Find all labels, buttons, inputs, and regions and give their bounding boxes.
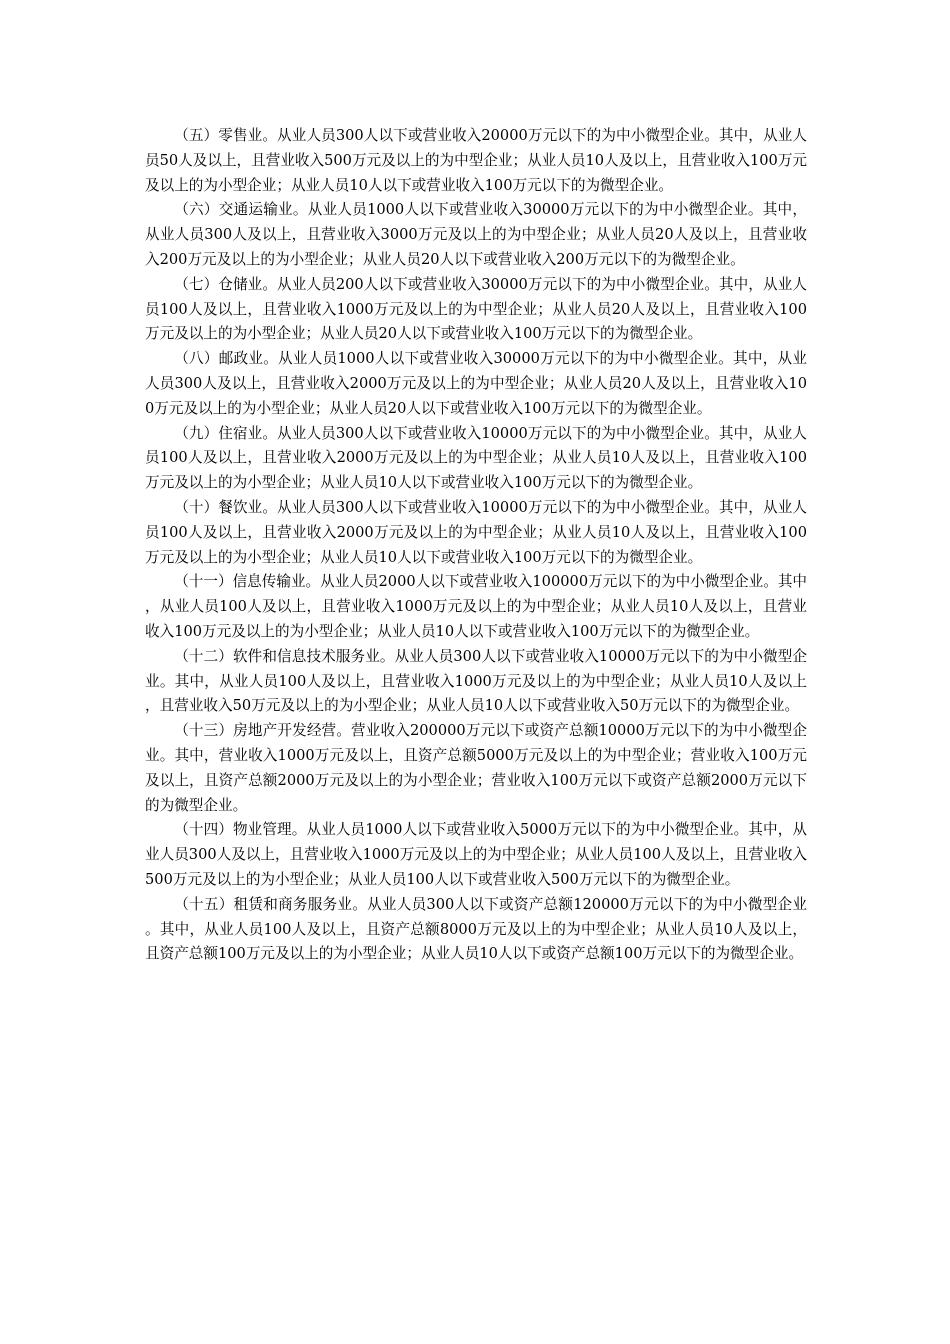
paragraph-real-estate: （十三）房地产开发经营。营业收入200000万元以下或资产总额10000万元以下的为中小微型企业。其中，营业收入1000万元及以上，且资产总额5000万元及以上的为中型企业；营业收入100万元及以上，且资产总额2000万元及以上的为小型企业；营业收入100万元以下或资产总额2000万元以下的为微型企业。 [145,722,807,814]
paragraph-accommodation: （九）住宿业。从业人员300人以下或营业收入10000万元以下的为中小微型企业。其中，从业人员100人及以上，且营业收入2000万元及以上的为中型企业；从业人员10人及以上，且营业收入100万元及以上的为小型企业；从业人员10人以下或营业收入100万元以下的为微型企业。 [145,424,807,492]
paragraph-retail: （五）零售业。从业人员300人以下或营业收入20000万元以下的为中小微型企业。其中，从业人员50人及以上，且营业收入500万元及以上的为中型企业；从业人员10人及以上，且营业收入100万元及以上的为小型企业；从业人员10人以下或营业收入100万元以下的为微型企业。 [145,127,808,194]
paragraph-transportation: （六）交通运输业。从业人员1000人以下或营业收入30000万元以下的为中小微型企业。其中，从业人员300人及以上，且营业收入3000万元及以上的为中型企业；从业人员20人及以上，且营业收入200万元及以上的为小型企业；从业人员20人以下或营业收入200万元以下的为微型企业。 [145,201,807,268]
document-body [145,124,807,967]
paragraph-catering: （十）餐饮业。从业人员300人以下或营业收入10000万元以下的为中小微型企业。其中，从业人员100人及以上，且营业收入2000万元及以上的为中型企业；从业人员10人及以上，且营业收入100万元及以上的为小型企业；从业人员10人以下或营业收入100万元以下的为微型企业。 [145,498,807,566]
paragraph-information-transmission: （十一）信息传输业。从业人员2000人以下或营业收入100000万元以下的为中小微型企业。其中，从业人员100人及以上，且营业收入1000万元及以上的为中型企业；从业人员10人及以上，且营业收入100万元及以上的为小型企业；从业人员10人以下或营业收入100万元以下的为微型企业。 [145,573,808,640]
paragraph-property-management: （十四）物业管理。从业人员1000人以下或营业收入5000万元以下的为中小微型企业。其中，从业人员300人及以上，且营业收入1000万元及以上的为中型企业；从业人员100人及以上，且营业收入500万元及以上的为小型企业；从业人员100人以下或营业收入500万元以下的为微型企业。 [145,821,808,888]
paragraph-postal: （八）邮政业。从业人员1000人以下或营业收入30000万元以下的为中小微型企业。其中，从业人员300人及以上，且营业收入2000万元及以上的为中型企业；从业人员20人及以上，且营业收入100万元及以上的为小型企业；从业人员20人以下或营业收入100万元以下的为微型企业。 [145,350,807,417]
paragraph-warehousing: （七）仓储业。从业人员200人以下或营业收入30000万元以下的为中小微型企业。其中，从业人员100人及以上，且营业收入1000万元及以上的为中型企业；从业人员20人及以上，且营业收入100万元及以上的为小型企业；从业人员20人以下或营业收入100万元以下的为微型企业。 [145,275,807,343]
paragraph-leasing-business-services: （十五）租赁和商务服务业。从业人员300人以下或资产总额120000万元以下的为中小微型企业。其中，从业人员100人及以上，且资产总额8000万元及以上的为中型企业；从业人员10人及以上，且资产总额100万元及以上的为小型企业；从业人员10人以下或资产总额100万元以下的为微型企业。 [145,895,807,963]
paragraph-software-it-services: （十二）软件和信息技术服务业。从业人员300人以下或营业收入10000万元以下的为中小微型企业。其中，从业人员100人及以上，且营业收入1000万元及以上的为中型企业；从业人员10人及以上，且营业收入50万元及以上的为小型企业；从业人员10人以下或营业收入50万元以下的为微型企业。 [145,647,807,715]
